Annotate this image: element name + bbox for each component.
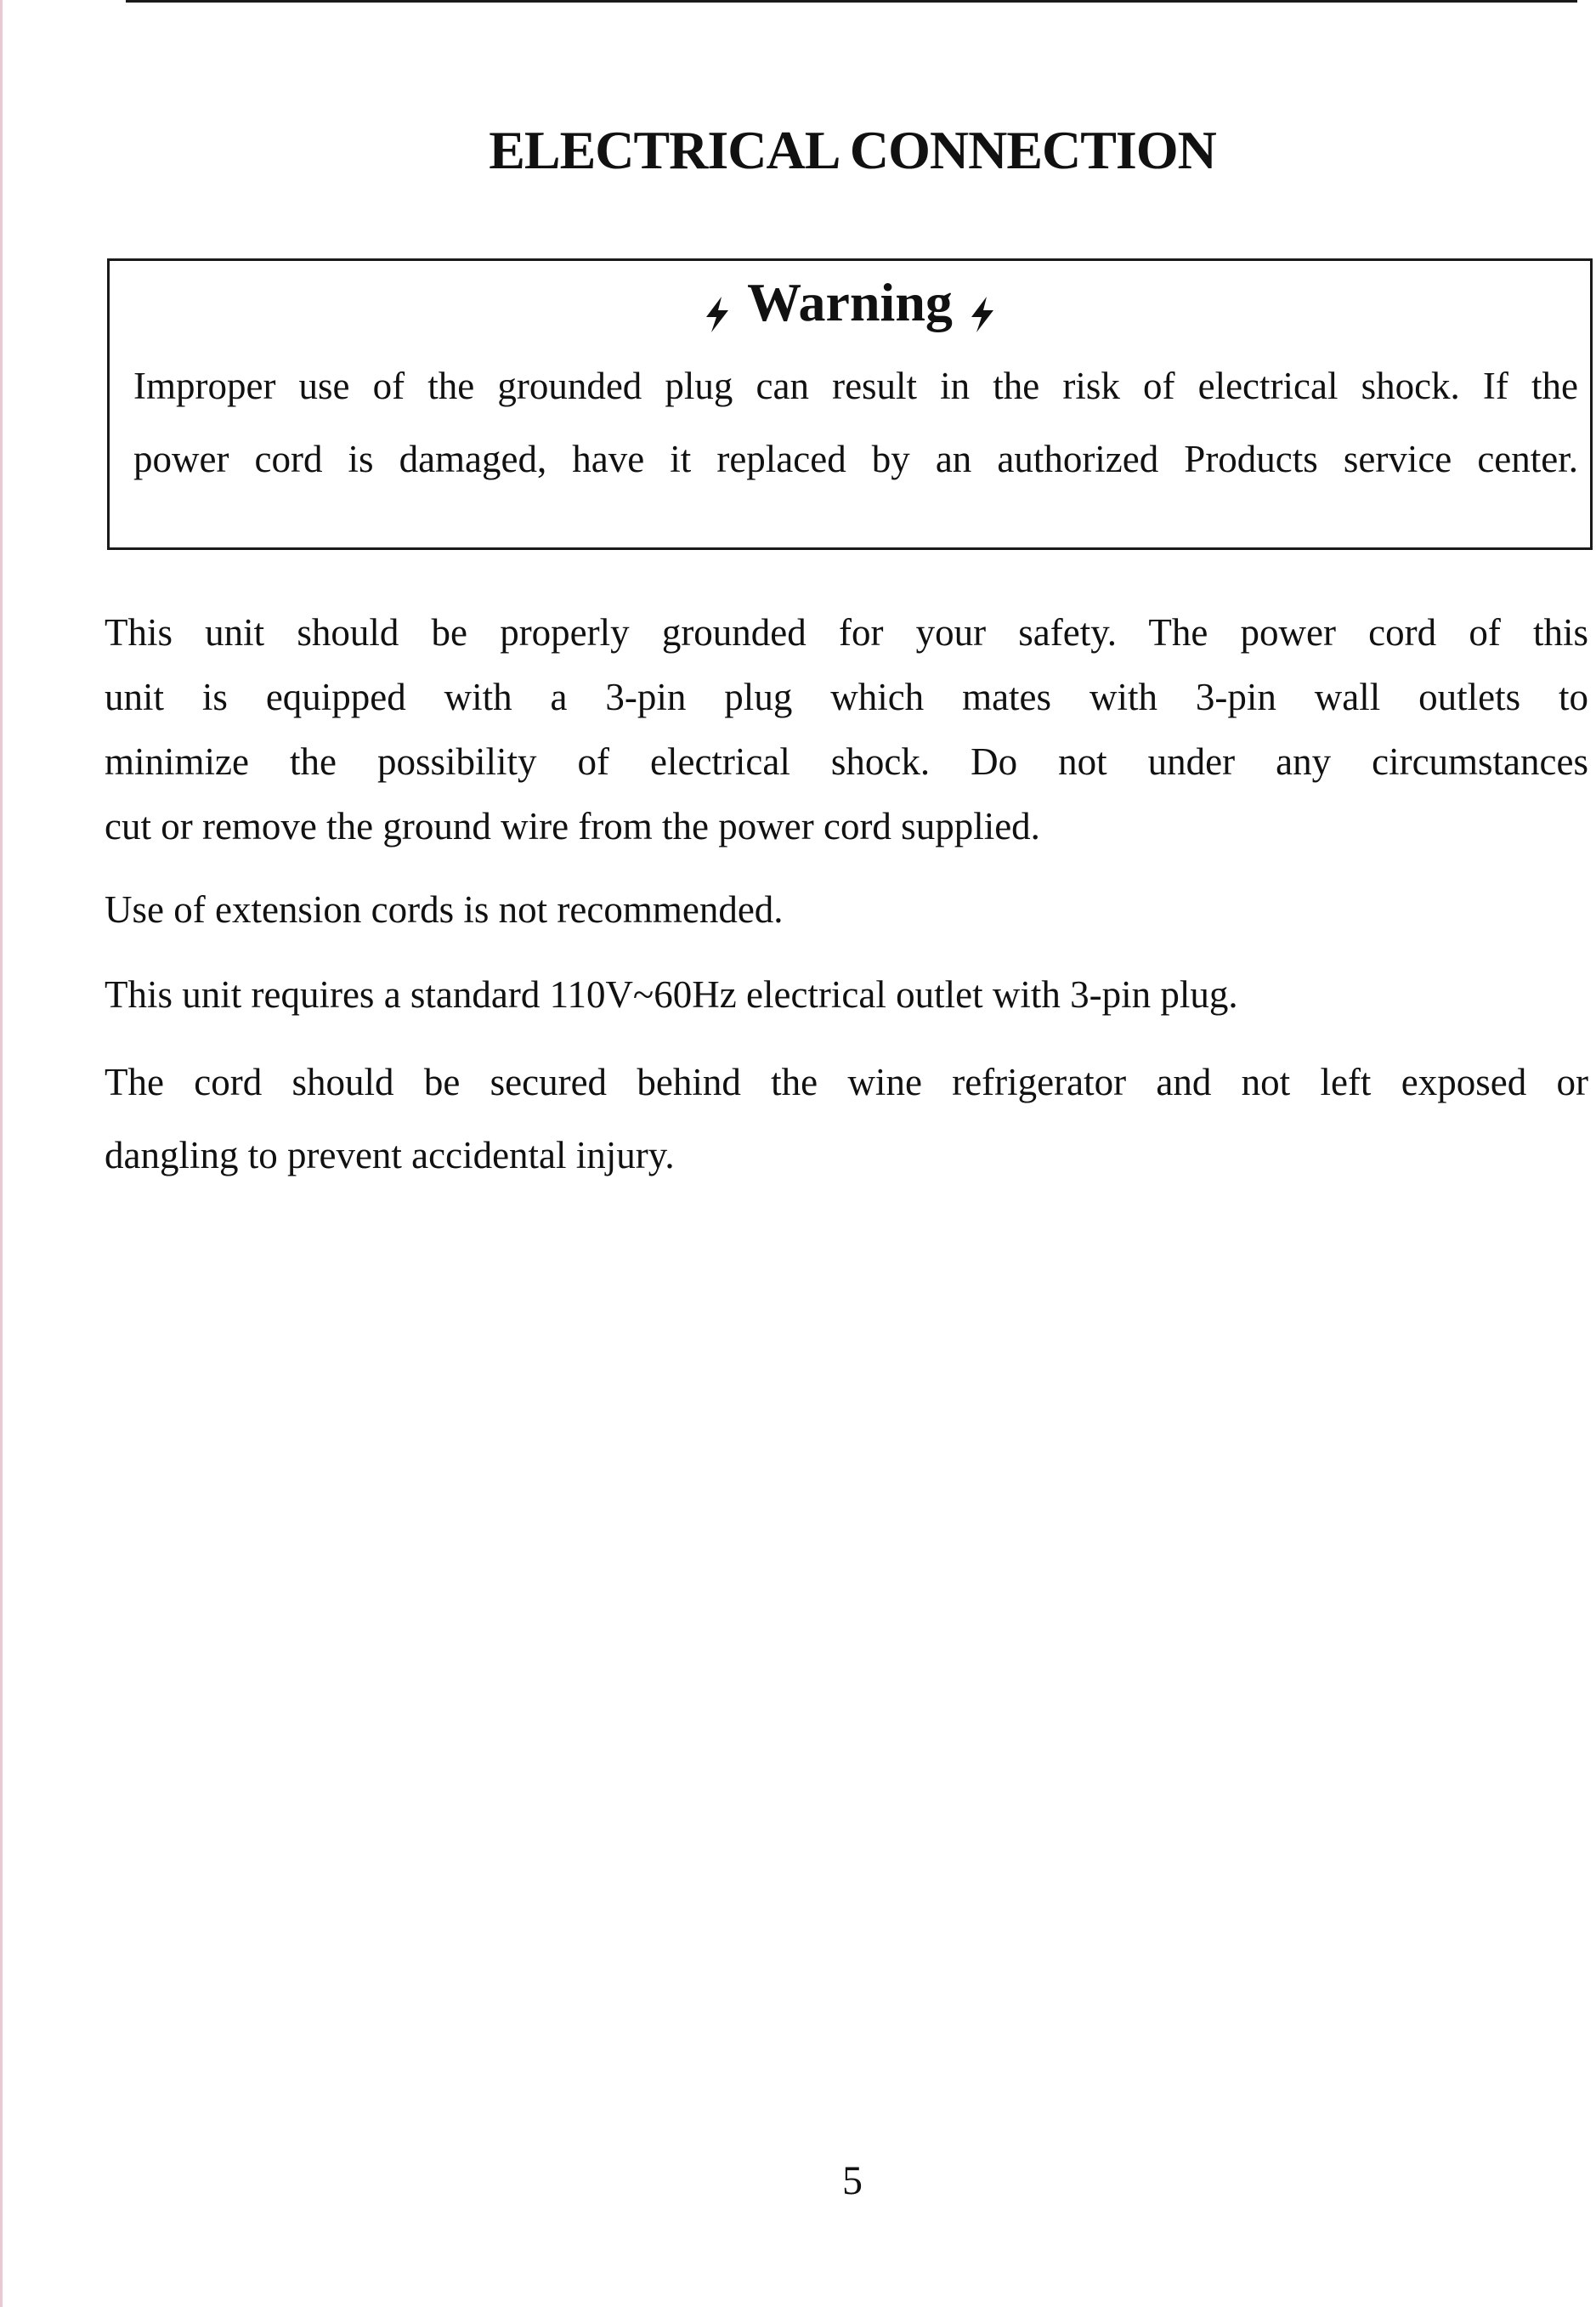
paragraph-line: minimize the possibility of electrical shock. Do not under any circumstances [105,740,1588,783]
warning-heading [110,271,1590,334]
header-rule [126,0,1577,3]
paragraph-line: Use of extension cords is not recommended. [105,888,784,931]
paragraph-line: This unit should be properly grounded for your safety. The power cord of this [105,611,1588,654]
paragraph-line: This unit requires a standard 110V~60Hz electrical outlet with 3-pin plug. [105,973,1238,1016]
grounding-paragraph [105,600,1588,859]
paragraph-line: dangling to prevent accidental injury. [105,1134,675,1176]
paragraph-line: unit is equipped with a 3-pin plug which mates with 3-pin wall outlets to [105,676,1588,718]
lightning-bolt-icon [968,285,997,324]
paragraph-line: cut or remove the ground wire from the power cord supplied. [105,805,1040,847]
page-number: 5 [842,2158,863,2203]
warning-line: power cord is damaged, have it replaced by an authorized Products service center. [133,438,1578,480]
warning-box [107,258,1593,550]
paragraph-line: The cord should be secured behind the wine refrigerator and not left exposed or [105,1061,1588,1103]
page-title: ELECTRICAL CONNECTION [489,120,1216,180]
warning-heading-label: Warning [747,272,953,332]
lightning-bolt-icon [703,285,732,324]
warning-line: Improper use of the grounded plug can result in the risk of electrical shock. If the [133,365,1578,407]
page-edge [0,0,3,2307]
extension-cord-paragraph [105,877,1588,942]
outlet-paragraph [105,962,1588,1027]
warning-text [133,349,1578,496]
cord-placement-paragraph [105,1046,1588,1192]
